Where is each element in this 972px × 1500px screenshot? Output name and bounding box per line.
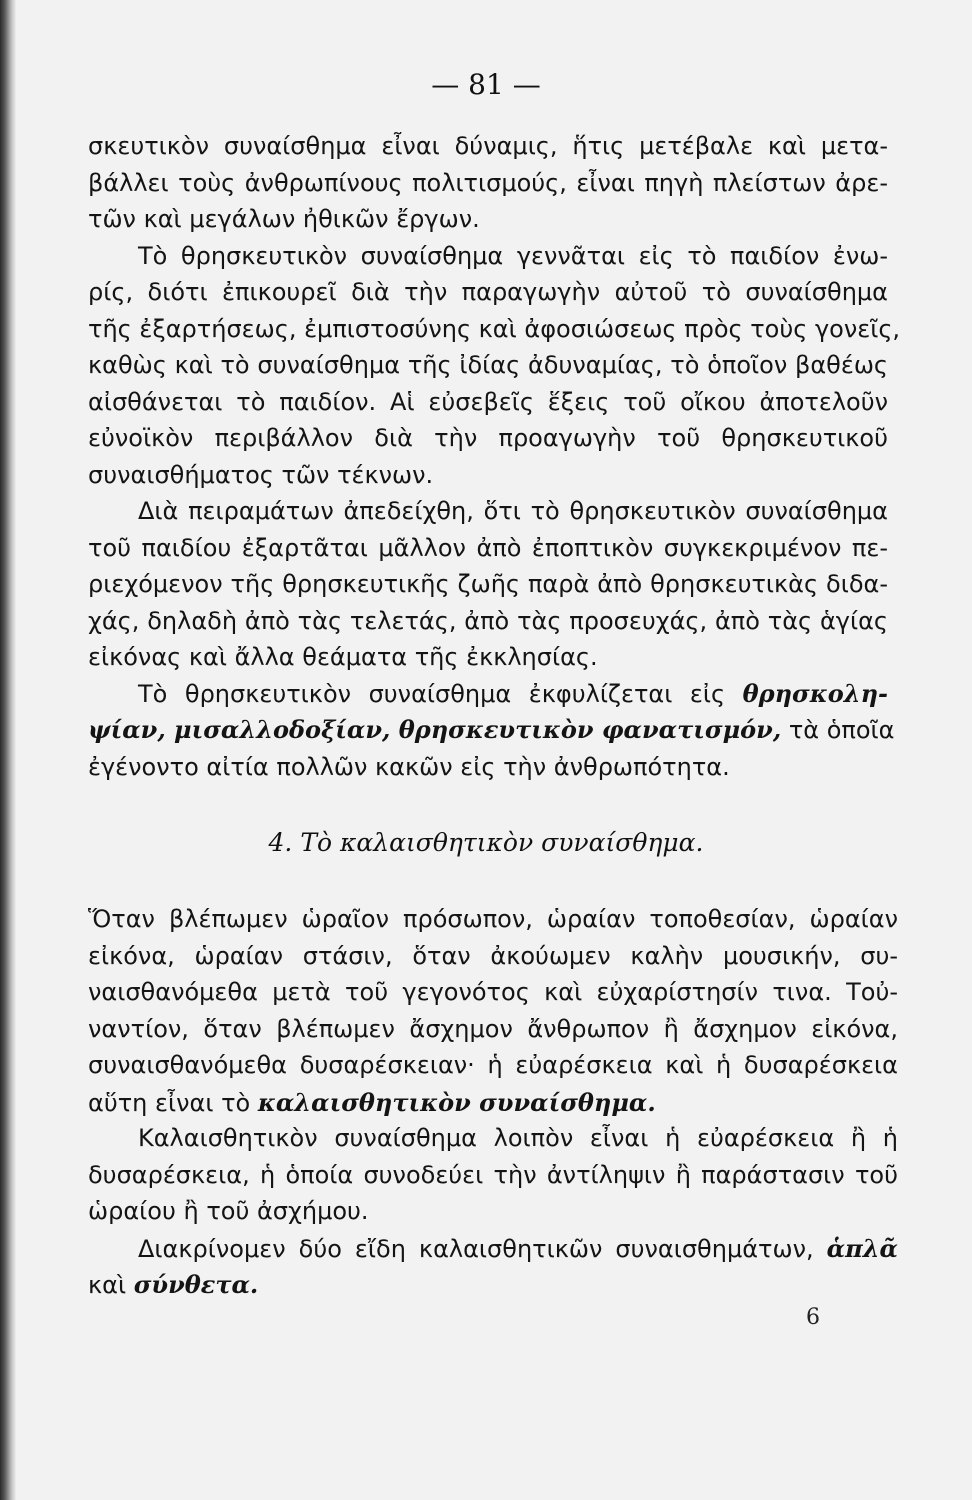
bold-text-run: ψίαν, μισαλλοδοξίαν, θρησκευτικὸν φανατισμόν, (88, 715, 782, 744)
text-line: σκευτικὸν συναίσθημα εἶναι δύναμις, ἥτις μετέβαλε καὶ μετα- (88, 132, 888, 160)
bold-text-run: σύνθετα. (133, 1270, 259, 1299)
text-line: ἐγένοντο αἰτία πολλῶν κακῶν εἰς τὴν ἀνθρωπότητα. (88, 752, 730, 781)
text-line: τοῦ παιδίου ἐξαρτᾶται μᾶλλον ἀπὸ ἐποπτικὸν συγκεκριμένον πε- (88, 533, 888, 562)
text-run: καὶ (88, 1271, 134, 1299)
text-line (88, 1088, 898, 1125)
text-line: ὡραίου ἢ τοῦ ἀσχήμου. (88, 1197, 369, 1225)
text-run: Τὸ θρησκευτικὸν συναίσθημα ἐκφυλίζεται εἰς (138, 679, 743, 708)
text-line: τῶν καὶ μεγάλων ἠθικῶν ἔργων. (88, 205, 480, 233)
text-line: ναισθανόμεθα μετὰ τοῦ γεγονότος καὶ εὐχαρίστησίν τινα. Τοὐ- (88, 978, 898, 1006)
text-line: ρίς, διότι ἐπικουρεῖ διὰ τὴν παραγωγὴν αὐτοῦ τὸ συναίσθημα (88, 278, 888, 306)
text-run: Διακρίνομεν δύο εἴδη καλαισθητικῶν συναισθημάτων, (138, 1234, 827, 1263)
binding-edge (0, 0, 16, 1500)
bold-text-run: ἁπλᾶ (826, 1233, 898, 1263)
bold-text-run: θρησκολη- (742, 678, 888, 708)
bold-text-run: καλαισθητικὸν συναίσθημα. (257, 1087, 656, 1117)
text-line: καθὼς καὶ τὸ συναίσθημα τῆς ἰδίας ἀδυναμίας, τὸ ὁποῖον βαθέως (88, 351, 888, 379)
text-line: τῆς ἐξαρτήσεως, ἐμπιστοσύνης καὶ ἀφοσιώσεως πρὸς τοὺς γονεῖς, (88, 314, 901, 343)
text-line (88, 1234, 898, 1271)
text-line (88, 676, 888, 713)
text-line: Διὰ πειραμάτων ἀπεδείχθη, ὅτι τὸ θρησκευτικὸν συναίσθημα (138, 497, 888, 525)
text-line: εὐνοϊκὸν περιβάλλον διὰ τὴν προαγωγὴν τοῦ θρησκευτικοῦ (88, 424, 888, 452)
text-line (88, 1270, 898, 1307)
page-number: — 81 — (431, 68, 541, 101)
section-heading: 4. Τὸ καλαισθητικὸν συναίσθημα. (268, 828, 704, 857)
text-run: αὕτη εἶναι τὸ (88, 1088, 258, 1117)
text-line: αἰσθάνεται τὸ παιδίον. Αἱ εὐσεβεῖς ἕξεις τοῦ οἴκου ἀποτελοῦν (88, 387, 888, 416)
text-line: Ὅταν βλέπωμεν ὡραῖον πρόσωπον, ὡραίαν τοποθεσίαν, ὡραίαν (88, 905, 898, 933)
body-text-lower (88, 905, 898, 1307)
text-line: εἰκόνας καὶ ἄλλα θεάματα τῆς ἐκκλησίας. (88, 643, 598, 671)
body-text-upper (88, 128, 901, 785)
signature-mark: 6 (806, 1305, 820, 1330)
text-line: ναντίον, ὅταν βλέπωμεν ἄσχημον ἄνθρωπον ἢ ἄσχημον εἰκόνα, (88, 1014, 898, 1043)
text-run: τὰ ὁποῖα (781, 716, 895, 744)
text-line: εἰκόνα, ὡραίαν στάσιν, ὅταν ἀκούωμεν καλὴν μουσικήν, συ- (88, 941, 898, 970)
text-line: χάς, δηλαδὴ ἀπὸ τὰς τελετάς, ἀπὸ τὰς προσευχάς, ἀπὸ τὰς ἁγίας (88, 606, 888, 635)
text-line: συναισθανόμεθα δυσαρέσκειαν· ἡ εὐαρέσκεια καὶ ἡ δυσαρέσκεια (88, 1051, 898, 1079)
text-line: Καλαισθητικὸν συναίσθημα λοιπὸν εἶναι ἡ εὐαρέσκεια ἢ ἡ (138, 1124, 898, 1152)
text-line: βάλλει τοὺς ἀνθρωπίνους πολιτισμούς, εἶναι πηγὴ πλείστων ἀρε- (88, 168, 888, 197)
text-line: δυσαρέσκεια, ἡ ὁποία συνοδεύει τὴν ἀντίληψιν ἢ παράστασιν τοῦ (88, 1160, 898, 1189)
text-line: Τὸ θρησκευτικὸν συναίσθημα γεννᾶται εἰς τὸ παιδίον ἐνω- (138, 241, 888, 270)
text-line: συναισθήματος τῶν τέκνων. (88, 460, 434, 489)
text-line (88, 712, 895, 749)
text-line: ριεχόμενον τῆς θρησκευτικῆς ζωῆς παρὰ ἀπὸ θρησκευτικὰς διδα- (88, 570, 888, 598)
